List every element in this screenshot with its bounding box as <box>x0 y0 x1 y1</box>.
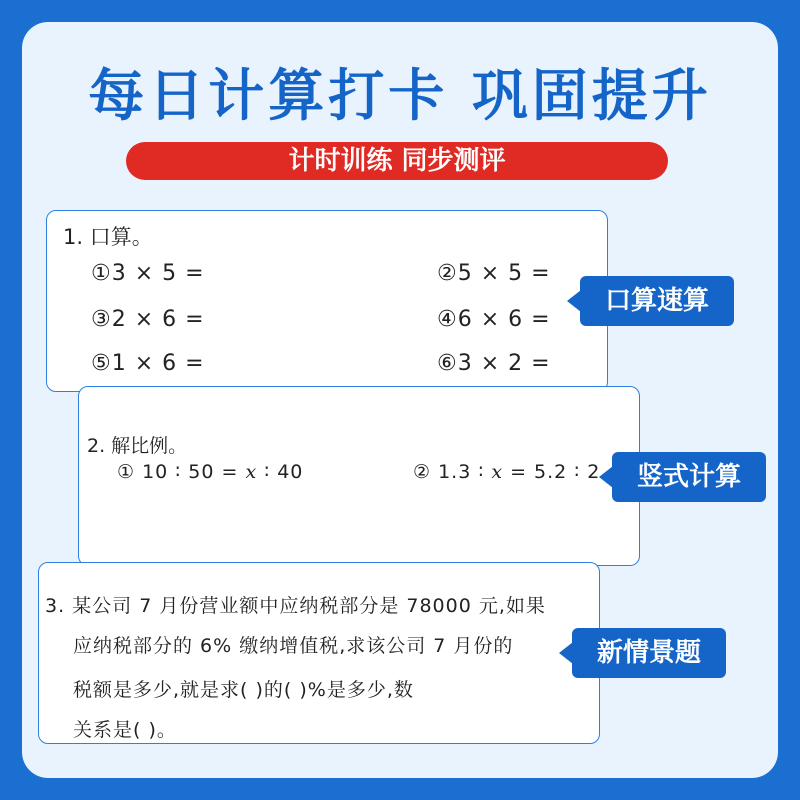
subtitle-banner: 计时训练 同步测评 <box>126 142 668 180</box>
pointer-arrow-icon <box>599 466 613 488</box>
proportion-item-2-right: = 5.2 ∶ 2 <box>503 461 601 483</box>
problem-line: 税额是多少,就是求( )的( )%是多少,数 <box>73 679 414 701</box>
mental-math-item: ⑤1 × 6 = <box>91 351 205 376</box>
tag-new-scenario <box>572 628 726 678</box>
proportion-item-1-left: ① 10 ∶ 50 = <box>117 461 246 483</box>
mental-math-item: ②5 × 5 = <box>437 261 551 286</box>
proportion-item-2-left: ② 1.3 ∶ <box>413 461 492 483</box>
proportion-card <box>78 386 640 566</box>
question-1-title: 1. 口算。 <box>63 225 153 249</box>
tag-vertical-calc <box>612 452 766 502</box>
pointer-arrow-icon <box>567 290 581 312</box>
pointer-arrow-icon <box>559 642 573 664</box>
proportion-item-2 <box>413 461 600 483</box>
mental-math-item: ③2 × 6 = <box>91 307 205 332</box>
problem-line: 关系是( )。 <box>73 719 177 741</box>
mental-math-item: ④6 × 6 = <box>437 307 551 332</box>
question-2-title: 2. 解比例。 <box>87 435 188 457</box>
problem-line: 3. 某公司 7 月份营业额中应纳税部分是 78000 元,如果 <box>45 595 546 617</box>
proportion-item-1 <box>117 461 303 483</box>
mental-math-item: ⑥3 × 2 = <box>437 351 551 376</box>
tag-label: 竖式计算 <box>636 462 741 492</box>
variable-x: x <box>245 461 258 483</box>
tag-label: 口算速算 <box>604 286 709 316</box>
problem-line: 应纳税部分的 6% 缴纳增值税,求该公司 7 月份的 <box>73 635 514 657</box>
page-title: 每日计算打卡 巩固提升 <box>88 64 712 129</box>
word-problem-card <box>38 562 600 744</box>
tag-mental-math <box>580 276 734 326</box>
variable-x: x <box>491 461 504 483</box>
mental-math-item: ①3 × 5 = <box>91 261 205 286</box>
mental-math-card <box>46 210 608 392</box>
proportion-item-1-right: ∶ 40 <box>257 461 304 483</box>
tag-label: 新情景题 <box>596 638 701 668</box>
